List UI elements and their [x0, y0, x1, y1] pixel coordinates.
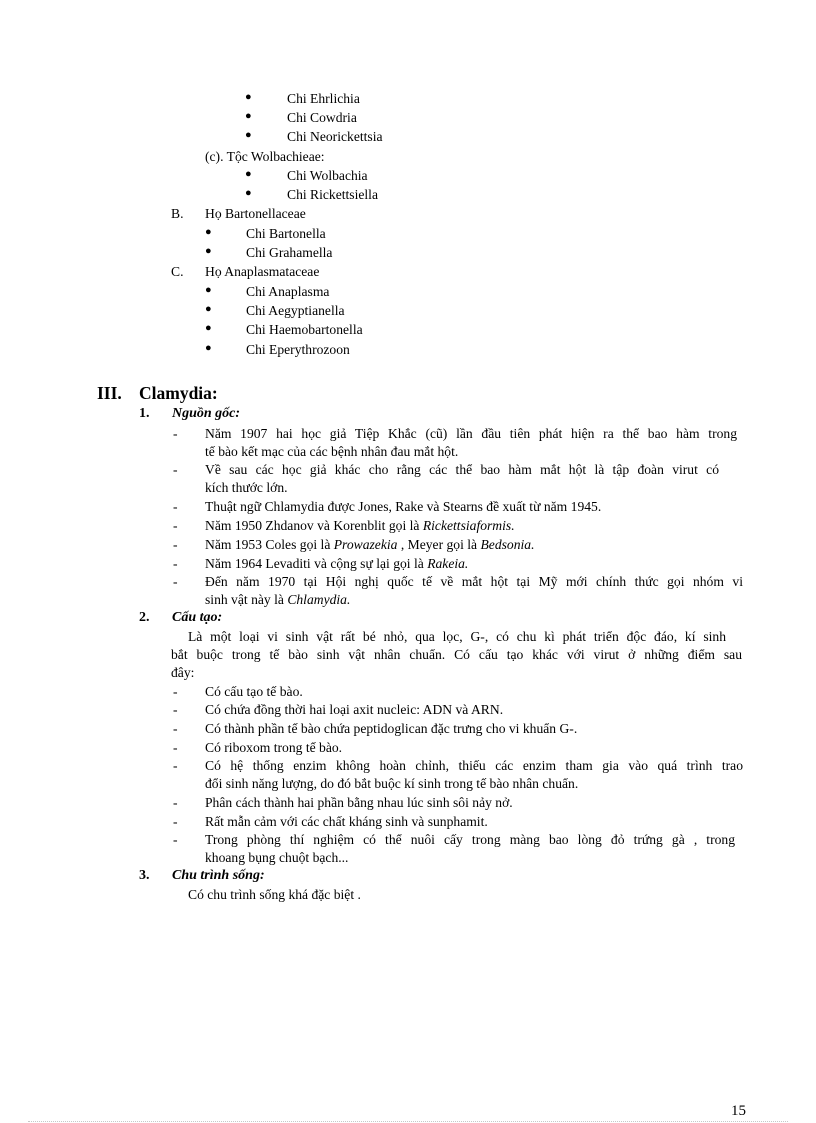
structure-intro-line-3: đây: — [171, 665, 195, 680]
dash-marker: - — [173, 537, 178, 552]
origin-item-7-line-2: sinh vật này là Chlamydia. — [205, 592, 351, 607]
dash-marker: - — [173, 426, 178, 441]
bullet-icon: ● — [205, 226, 212, 238]
origin-item-6: Năm 1964 Levaditi và cộng sự lại gọi là Rakeia. — [205, 556, 469, 571]
origin-item-4: Năm 1950 Zhdanov và Korenblit gọi là Rickettsiaformis. — [205, 518, 515, 533]
tree-item-ehrlichia: Chi Ehrlichia — [287, 91, 360, 106]
tree-item-anaplasma: Chi Anaplasma — [246, 284, 330, 299]
dash-marker: - — [173, 556, 178, 571]
bullet-icon: ● — [245, 168, 252, 180]
subsection-title: Chu trình sống: — [172, 868, 265, 883]
bullet-icon: ● — [245, 91, 252, 103]
structure-item-4: Có riboxom trong tế bào. — [205, 740, 343, 755]
subsection-marker: 2. — [139, 610, 150, 625]
dash-marker: - — [173, 518, 178, 533]
lifecycle-text: Có chu trình sống khá đặc biệt . — [188, 887, 361, 902]
dash-marker: - — [173, 814, 178, 829]
tree-item-grahamella: Chi Grahamella — [246, 245, 333, 260]
bullet-icon: ● — [205, 245, 212, 257]
origin-item-1-line-2: tế bào kết mạc của các bệnh nhân đau mắt hột. — [205, 444, 459, 459]
structure-intro-line-2: bắt buộc trong tế bào sinh vật nhân chuẩn. Có cấu tạo khác với virut ở những điểm sau — [171, 647, 742, 662]
subsection-title: Nguồn gốc: — [172, 406, 241, 421]
page-number: 15 — [731, 1103, 746, 1119]
tree-item-aegyptianella: Chi Aegyptianella — [246, 303, 345, 318]
origin-item-1-line-1: Năm 1907 hai học giả Tiệp Khắc (cũ) lần đầu tiên phát hiện ra thể bao hàm trong — [205, 426, 737, 441]
dash-marker: - — [173, 574, 178, 589]
bullet-icon: ● — [205, 303, 212, 315]
bullet-icon: ● — [205, 322, 212, 334]
structure-item-6: Phân cách thành hai phần bằng nhau lúc sinh sôi nảy nở. — [205, 795, 513, 810]
dash-marker: - — [173, 499, 178, 514]
structure-item-8-line-2: khoang bụng chuột bạch... — [205, 850, 349, 865]
section-title: Clamydia: — [139, 383, 218, 403]
origin-item-2-line-1: Về sau các học giả khác cho rằng các thể bao hàm mắt hột là tập đoàn virut có — [205, 462, 719, 477]
tree-item-rickettsiella: Chi Rickettsiella — [287, 187, 378, 202]
dash-marker: - — [173, 684, 178, 699]
dash-marker: - — [173, 721, 178, 736]
dash-marker: - — [173, 702, 178, 717]
bullet-icon: ● — [245, 129, 252, 141]
structure-item-2: Có chứa đồng thời hai loại axit nucleic: ADN và ARN. — [205, 702, 504, 717]
dash-marker: - — [173, 462, 178, 477]
origin-item-2-line-2: kích thước lớn. — [205, 480, 288, 495]
structure-item-8-line-1: Trong phòng thí nghiệm có thể nuôi cấy trong màng bao lòng đỏ trứng gà , trong — [205, 832, 735, 847]
structure-item-7: Rất mẫn cảm với các chất kháng sinh và sunphamit. — [205, 814, 488, 829]
structure-intro-line-1: Là một loại vi sinh vật rất bé nhỏ, qua lọc, G-, có chu kì phát triển độc đáo, kí sinh — [188, 629, 726, 644]
bullet-icon: ● — [205, 342, 212, 354]
tribe-wolbachieae: (c). Tộc Wolbachieae: — [205, 149, 325, 164]
structure-item-5-line-1: Có hệ thống enzim không hoàn chỉnh, thiếu các enzim tham gia vào quá trình trao — [205, 758, 743, 773]
dash-marker: - — [173, 832, 178, 847]
bullet-icon: ● — [245, 187, 252, 199]
family-marker-c: C. — [171, 264, 184, 279]
family-marker-b: B. — [171, 206, 184, 221]
tree-item-bartonella: Chi Bartonella — [246, 226, 326, 241]
family-anaplasmataceae: Họ Anaplasmataceae — [205, 264, 320, 279]
bullet-icon: ● — [205, 284, 212, 296]
tree-item-haemobartonella: Chi Haemobartonella — [246, 322, 363, 337]
tree-item-cowdria: Chi Cowdria — [287, 110, 357, 125]
section-marker: III. — [97, 383, 122, 403]
dash-marker: - — [173, 758, 178, 773]
structure-item-1: Có cấu tạo tế bào. — [205, 684, 303, 699]
origin-item-7-line-1: Đến năm 1970 tại Hội nghị quốc tế về mắt hột tại Mỹ mới chính thức gọi nhóm vi — [205, 574, 743, 589]
tree-item-neorickettsia: Chi Neorickettsia — [287, 129, 383, 144]
origin-item-3: Thuật ngữ Chlamydia được Jones, Rake và Stearns đề xuất từ năm 1945. — [205, 499, 602, 514]
bullet-icon: ● — [245, 110, 252, 122]
subsection-marker: 1. — [139, 406, 150, 421]
subsection-title: Cấu tạo: — [172, 610, 223, 625]
tree-item-eperythrozoon: Chi Eperythrozoon — [246, 342, 350, 357]
origin-item-5: Năm 1953 Coles gọi là Prowazekia , Meyer gọi là Bedsonia. — [205, 537, 535, 552]
family-bartonellaceae: Họ Bartonellaceae — [205, 206, 306, 221]
tree-item-wolbachia: Chi Wolbachia — [287, 168, 368, 183]
subsection-marker: 3. — [139, 868, 150, 883]
structure-item-3: Có thành phần tế bào chứa peptidoglican đặc trưng cho vi khuẩn G-. — [205, 721, 578, 736]
structure-item-5-line-2: đổi sinh năng lượng, do đó bắt buộc kí sinh trong tế bào nhân chuẩn. — [205, 776, 579, 791]
dash-marker: - — [173, 740, 178, 755]
footer-divider — [28, 1121, 788, 1122]
dash-marker: - — [173, 795, 178, 810]
